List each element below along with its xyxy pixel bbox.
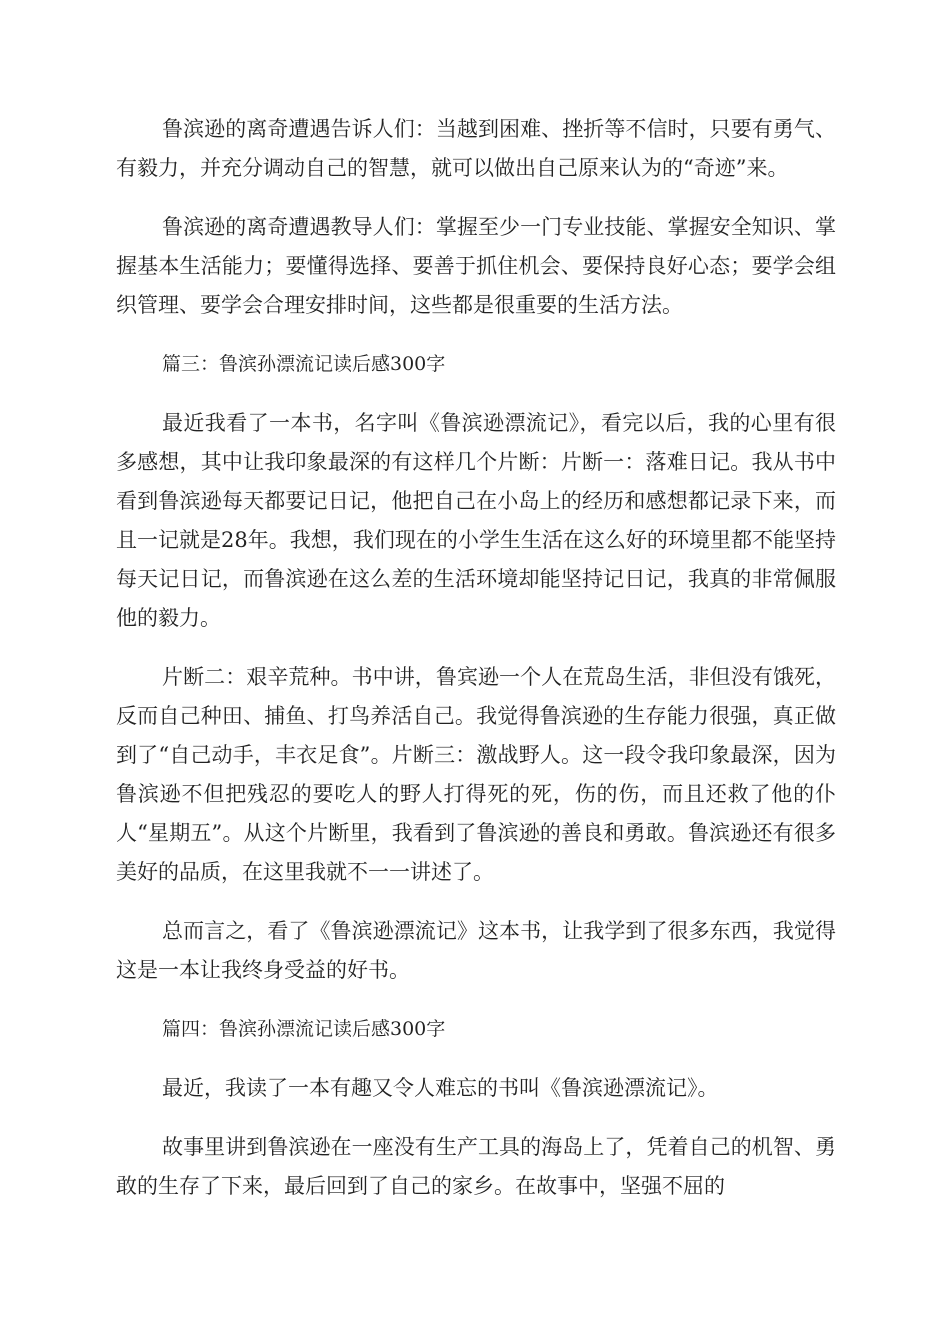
section-heading-3: 篇三：鲁滨孙漂流记读后感300字 (162, 353, 446, 375)
paragraph-1: 鲁滨逊的离奇遭遇告诉人们：当越到困难、挫折等不信时，只要有勇气、有毅力，并充分调动自己的智慧，就可以做出自己原来认为的“奇迹”来。 (116, 117, 836, 180)
paragraph-6: 最近，我读了一本有趣又令人难忘的书叫《鲁滨逊漂流记》。 (162, 1076, 719, 1100)
paragraph-2: 鲁滨逊的离奇遭遇教导人们：掌握至少一门专业技能、掌握安全知识、掌握基本生活能力；要懂得选择、要善于抓住机会、要保持良好心态；要学会组织管理、要学会合理安排时间，这些都是很重要的生活方法。 (116, 215, 836, 317)
document-page (116, 110, 836, 1226)
paragraph-7: 故事里讲到鲁滨逊在一座没有生产工具的海岛上了，凭着自己的机智、勇敢的生存了下来，最后回到了自己的家乡。在故事中，坚强不屈的 (116, 1135, 836, 1198)
paragraph-3: 最近我看了一本书，名字叫《鲁滨逊漂流记》，看完以后，我的心里有很多感想，其中让我印象最深的有这样几个片断：片断一：落难日记。我从书中看到鲁滨逊每天都要记日记，他把自己在小岛上的经历和感想都记录下来，而且一记就是28年。我想，我们现在的小学生生活在这么好的环境里都不能坚持每天记日记，而鲁滨逊在这么差的生活环境却能坚持记日记，我真的非常佩服他的毅力。 (116, 411, 836, 630)
section-heading-4: 篇四：鲁滨孙漂流记读后感300字 (162, 1018, 446, 1040)
paragraph-5: 总而言之，看了《鲁滨逊漂流记》这本书，让我学到了很多东西，我觉得这是一本让我终身受益的好书。 (116, 919, 836, 982)
paragraph-4: 片断二：艰辛荒种。书中讲，鲁宾逊一个人在荒岛生活，非但没有饿死，反而自己种田、捕鱼、打鸟养活自己。我觉得鲁滨逊的生存能力很强，真正做到了“自己动手，丰衣足食”。片断三：激战野人。这一段令我印象最深，因为鲁滨逊不但把残忍的要吃人的野人打得死的死，伤的伤，而且还救了他的仆人“星期五”。从这个片断里，我看到了鲁滨逊的善良和勇敢。鲁滨逊还有很多美好的品质，在这里我就不一一讲述了。 (116, 665, 836, 884)
